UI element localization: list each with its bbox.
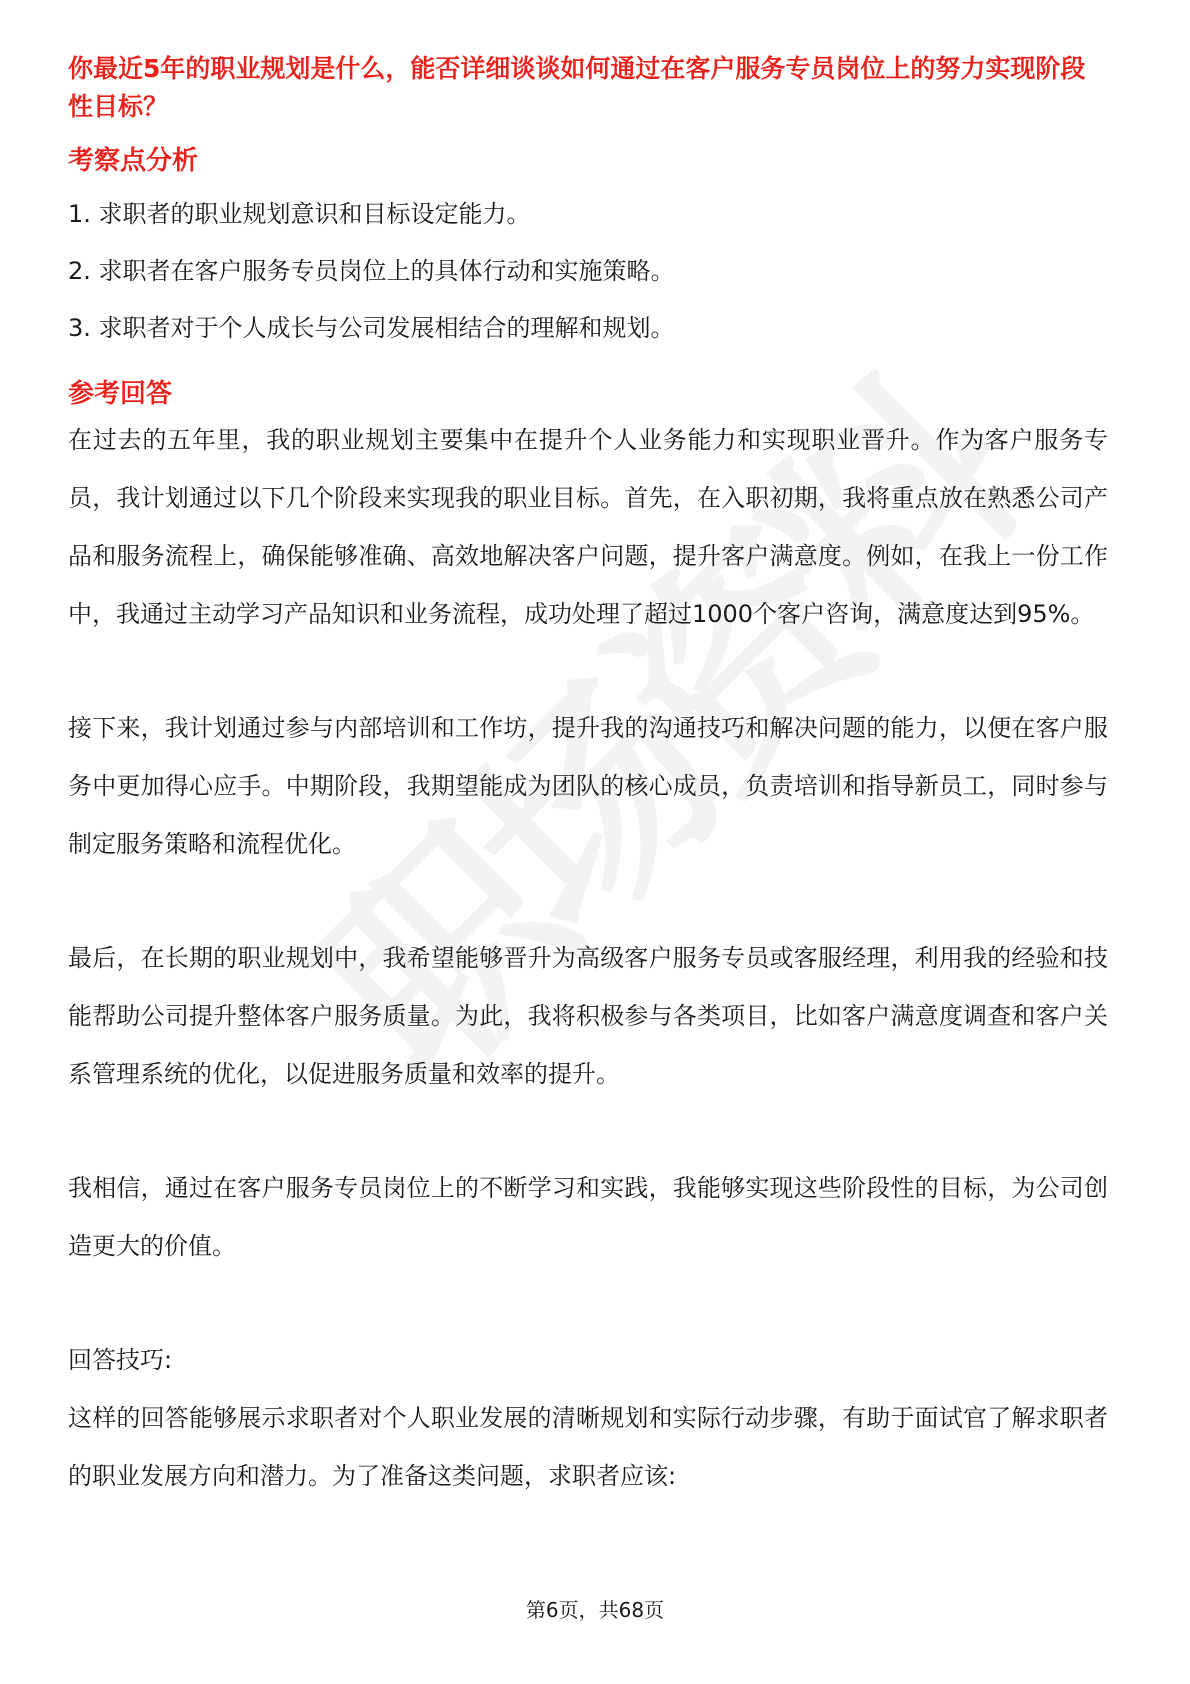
- analysis-heading: 考察点分析: [68, 146, 199, 176]
- analysis-point: 3. 求职者对于个人成长与公司发展相结合的理解和规划。: [68, 314, 675, 342]
- answer-paragraph: 我相信，通过在客户服务专员岗位上的不断学习和实践，我能够实现这些阶段性的目标，为公司创造更大的价值。: [68, 1174, 1108, 1260]
- answer-paragraph: 最后，在长期的职业规划中，我希望能够晋升为高级客户服务专员或客服经理，利用我的经验和技能帮助公司提升整体客户服务质量。为此，我将积极参与各类项目，比如客户满意度调查和客户关系管理系统的优化，以促进服务质量和效率的提升。: [68, 944, 1108, 1088]
- analysis-point: 1. 求职者的职业规划意识和目标设定能力。: [68, 200, 531, 228]
- answer-paragraph: 在过去的五年里，我的职业规划主要集中在提升个人业务能力和实现职业晋升。作为客户服务专员，我计划通过以下几个阶段来实现我的职业目标。首先，在入职初期，我将重点放在熟悉公司产品和服务流程上，确保能够准确、高效地解决客户问题，提升客户满意度。例如，在我上一份工作中，我通过主动学习产品知识和业务流程，成功处理了超过1000个客户咨询，满意度达到95%。: [68, 426, 1108, 628]
- question-title: 你最近5年的职业规划是什么，能否详细谈谈如何通过在客户服务专员岗位上的努力实现阶段性目标？: [68, 54, 1086, 121]
- page-number: 第6页，共68页: [525, 1598, 665, 1622]
- answer-paragraph: 接下来，我计划通过参与内部培训和工作坊，提升我的沟通技巧和解决问题的能力，以便在客户服务中更加得心应手。中期阶段，我期望能成为团队的核心成员，负责培训和指导新员工，同时参与制定服务策略和流程优化。: [68, 714, 1108, 858]
- analysis-point: 2. 求职者在客户服务专员岗位上的具体行动和实施策略。: [68, 257, 675, 285]
- answer-heading: 参考回答: [68, 379, 173, 409]
- document-body: [68, 50, 1108, 1505]
- tips-paragraph: 这样的回答能够展示求职者对个人职业发展的清晰规划和实际行动步骤，有助于面试官了解求职者的职业发展方向和潜力。为了准备这类问题，求职者应该:: [68, 1404, 1108, 1490]
- analysis-points: [68, 186, 1108, 357]
- tips-title: 回答技巧:: [68, 1346, 173, 1374]
